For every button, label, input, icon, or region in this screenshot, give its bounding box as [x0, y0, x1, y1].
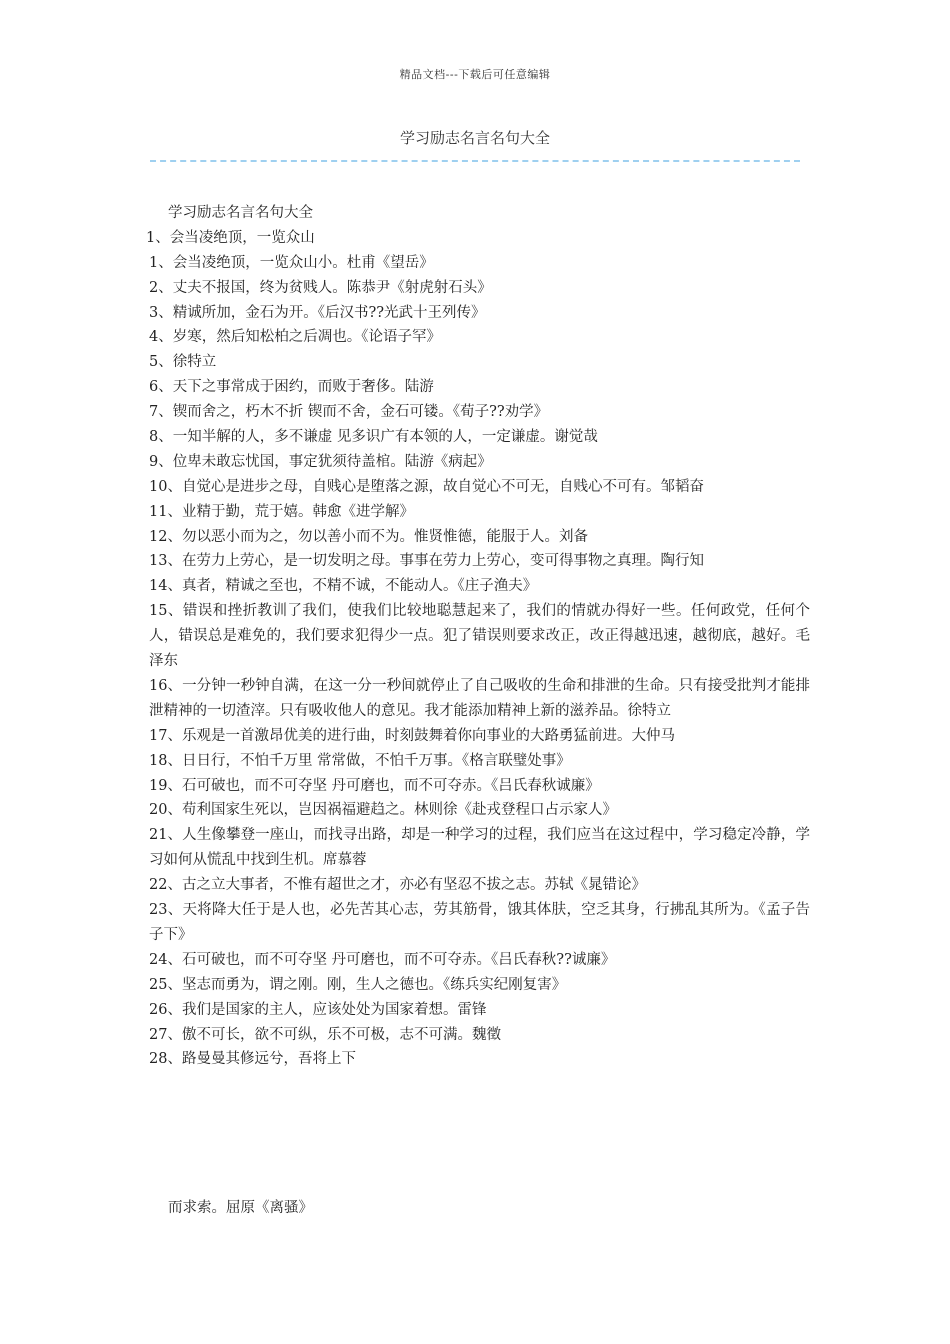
quote-item: 24、石可破也，而不可夺坚 丹可磨也，而不可夺赤。《吕氏春秋??诚廉》 — [149, 951, 616, 968]
intro-line: 1、会当凌绝顶，一览众山 — [146, 229, 315, 246]
quote-item: 2、丈夫不报国，终为贫贱人。陈恭尹《射虎射石头》 — [149, 279, 492, 296]
quote-item: 8、一知半解的人，多不谦虚 见多识广有本领的人，一定谦虚。谢觉哉 — [149, 429, 598, 446]
quote-item: 23、天将降大任于是人也，必先苦其心志，劳其筋骨，饿其体肤，空乏其身，行拂乱其所为。《孟子告子下》 — [149, 902, 810, 943]
quote-item: 5、徐特立 — [149, 354, 217, 371]
title-divider — [150, 160, 800, 162]
quote-item: 6、天下之事常成于困约，而败于奢侈。陆游 — [149, 379, 434, 396]
quote-item: 27、傲不可长，欲不可纵，乐不可极，志不可满。魏徵 — [149, 1026, 501, 1043]
header-note: 精品文档---下载后可任意编辑 — [399, 68, 551, 81]
quote-list — [146, 251, 810, 1073]
quote-item: 22、古之立大事者，不惟有超世之才，亦必有坚忍不拔之志。苏轼《晁错论》 — [149, 877, 646, 894]
continuation-line: 而求索。屈原《离骚》 — [168, 1200, 313, 1216]
quote-item: 10、自觉心是进步之母，自贱心是堕落之源，故自觉心不可无，自贱心不可有。邹韬奋 — [149, 478, 704, 495]
document-title: 学习励志名言名句大全 — [399, 129, 550, 147]
quote-item: 3、精诚所加，金石为开。《后汉书??光武十王列传》 — [149, 304, 486, 321]
quote-item: 7、锲而舍之，朽木不折 锲而不舍，金石可镂。《荀子??劝学》 — [149, 404, 549, 421]
quote-item: 21、人生像攀登一座山，而找寻出路，却是一种学习的过程，我们应当在这过程中，学习稳定冷静，学习如何从慌乱中找到生机。席慕蓉 — [149, 827, 810, 869]
quote-item: 25、坚志而勇为，谓之刚。刚，生人之德也。《练兵实纪刚复害》 — [149, 976, 567, 993]
document-body — [146, 201, 810, 1072]
quote-item: 4、岁寒，然后知松柏之后凋也。《论语子罕》 — [149, 329, 441, 346]
quote-item: 13、在劳力上劳心，是一切发明之母。事事在劳力上劳心，变可得事物之真理。陶行知 — [149, 553, 704, 570]
quote-item: 26、我们是国家的主人，应该处处为国家着想。雷锋 — [149, 1001, 487, 1018]
quote-item: 17、乐观是一首激昂优美的进行曲，时刻鼓舞着你向事业的大路勇猛前进。大仲马 — [149, 727, 675, 744]
quote-item: 15、错误和挫折教训了我们，使我们比较地聪慧起来了，我们的情就办得好一些。任何政党，任何个人，错误总是难免的，我们要求犯得少一点。犯了错误则要求改正，改正得越迅速，越彻底，越好。毛泽东 — [149, 603, 810, 670]
quote-item: 9、位卑未敢忘忧国，事定犹须待盖棺。陆游《病起》 — [149, 453, 492, 470]
quote-item: 11、业精于勤，荒于嬉。韩愈《进学解》 — [149, 503, 414, 520]
quote-item: 18、日日行，不怕千万里 常常做，不怕千万事。《格言联璧处事》 — [149, 752, 571, 769]
quote-item: 1、会当凌绝顶，一览众山小。杜甫《望岳》 — [149, 254, 434, 271]
quote-item: 19、石可破也，而不可夺坚 丹可磨也，而不可夺赤。《吕氏春秋诚廉》 — [149, 777, 600, 794]
quote-item: 20、苟利国家生死以，岂因祸福避趋之。林则徐《赴戎登程口占示家人》 — [149, 802, 617, 819]
section-heading: 学习励志名言名句大全 — [168, 205, 313, 221]
quote-item: 16、一分钟一秒钟自满，在这一分一秒间就停止了自己吸收的生命和排泄的生命。只有接受批判才能排泄精神的一切渣滓。只有吸收他人的意见。我才能添加精神上新的滋养品。徐特立 — [149, 677, 810, 719]
quote-item: 12、勿以恶小而为之，勿以善小而不为。惟贤惟德，能服于人。刘备 — [149, 528, 588, 545]
quote-item: 14、真者，精诚之至也，不精不诚，不能动人。《庄子渔夫》 — [149, 578, 538, 595]
quote-item: 28、路曼曼其修远兮，吾将上下 — [149, 1051, 356, 1068]
